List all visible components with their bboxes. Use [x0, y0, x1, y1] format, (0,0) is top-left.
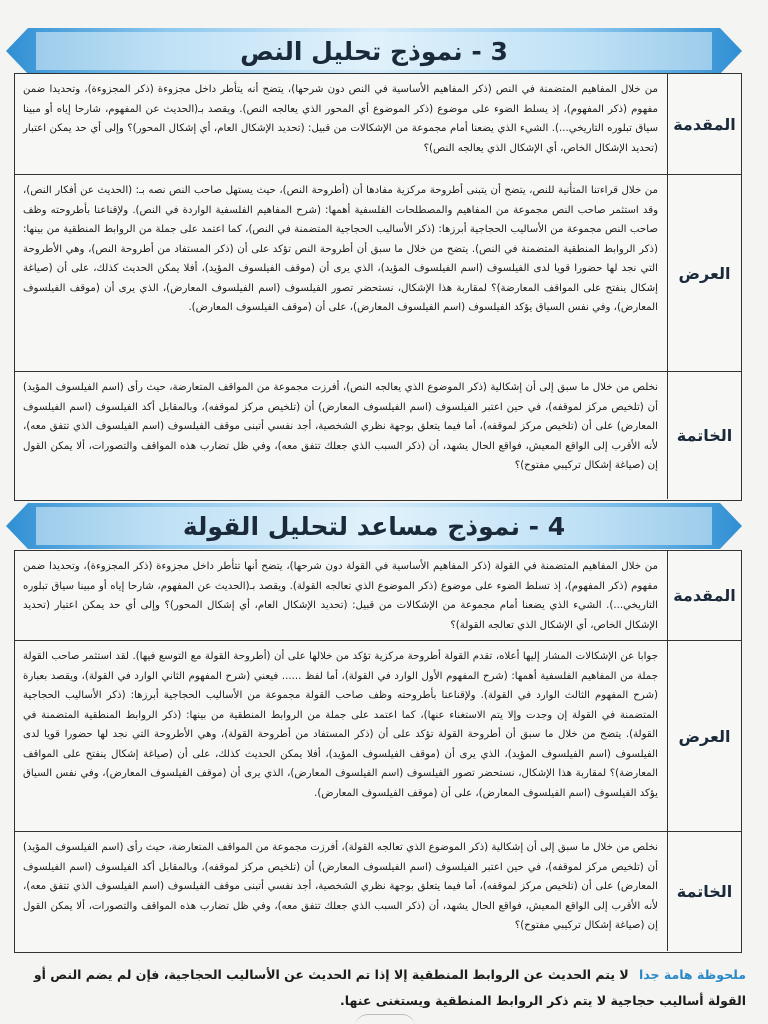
table-row-conclusion — [15, 832, 741, 951]
quote-analysis-table — [14, 550, 742, 953]
row-label: الخاتمة — [667, 832, 741, 951]
text-analysis-table — [14, 73, 742, 501]
section-title: 4 - نموذج مساعد لتحليل القولة — [182, 511, 566, 541]
page-number-arc — [355, 1014, 415, 1024]
row-content: من خلال قراءتنا المتأنية للنص، يتضح أن يتبنى أطروحة مركزية مفادها أن (أطروحة النص)، حيث يستهل صاحب النص نصه بـ: (الحديث عن أفكار النص)، وقد استثمر صاحب النص مجموعة من المفاهيم والمصطلحات الفلسفية أهمها: (شرح المفاهيم الفلسفية الواردة في النص). ولإقناعنا بأطروحته وظف صاحب النص مجموعة من الأساليب الحجاجية أبرزها: (ذكر الأساليب الحجاجية المتضمنة في النص)، كما اعتمد على جملة من الروابط المنطقية من بينها: (ذكر الروابط المنطقية المتضمنة في النص). يتضح من خلال ما سبق أن أطروحة النص تؤكد على أن (ذكر المستفاد من أطروحة النص)، وهي الأطروحة التي نجد لها حضورا قويا لدى الفيلسوف (اسم الفيلسوف المؤيد)، الذي يرى أن (موقف الفيلسوف المؤيد)، أفلا يمكن الحديث كذلك، على أن (صياغة إشكال ينفتح على المواقف المعارضة)؟ لمقاربة هذا الإشكال، نستحضر تصور الفيلسوف (اسم الفيلسوف المعارض)، الذي يرى أن (موقف الفيلسوف المعارض)، وفي نفس السياق يؤكد الفيلسوف (اسم الفيلسوف المعارض)، على أن (موقف الفيلسوف المعارض). — [23, 185, 658, 313]
row-content: نخلص من خلال ما سبق إلى أن إشكالية (ذكر الموضوع الذي تعالجه القولة)، أفرزت مجموعة من المواقف المتعارضة، حيث رأى (اسم الفيلسوف المؤيد) أن (تلخيص مركز لموقفه)، في حين اعتبر الفيلسوف (اسم الفيلسوف المعارض) أن (تلخيص مركز لموقفه)، وبالمقابل أكد الفيلسوف (اسم الفيلسوف المعارض) على أن (تلخيص مركز لموقفه)، أما فيما يتعلق بوجهة نظري الشخصية، أجد نفسي أتبنى موقف الفيلسوف (اسم الفيلسوف الذي تتفق معه)، لأنه الأقرب إلى الواقع المعيش، فواقع الحال يشهد، أن (ذكر السبب الذي جعلك تتفق معه)، وفي ظل تضارب هذه المواقف والتصورات، ألا يمكن القول إن (صياغة إشكال تركيبي مفتوح)؟ — [23, 842, 658, 931]
table-row-conclusion — [15, 372, 741, 499]
row-content: من خلال المفاهيم المتضمنة في القولة (ذكر المفاهيم الأساسية في القولة دون شرحها)، يتضح أنها تتأطر داخل مجزوءة (ذكر المجزوءة)، وتحديدا ضمن مفهوم (ذكر المفهوم)، إذ تسلط الضوء على موضوع (ذكر الموضوع الذي تعالجه القولة). ويقصد بـ(الحديث عن المفهوم، شارحا إياه أو مبينا سياق تبلوره التاريخي...). الشيء الذي يضعنا أمام مجموعة من الإشكالات من قبيل: (تحديد الإشكال العام، أي إشكال المحور)؟ وإلى أي حد يمكن اعتبار (تحديد الإشكال الخاص، أي الإشكال الذي تعالجه القولة)؟ — [23, 561, 658, 631]
row-label: المقدمة — [667, 551, 741, 640]
table-row-introduction — [15, 551, 741, 641]
section-banner-text-analysis — [6, 26, 742, 76]
table-row-body — [15, 175, 741, 372]
row-content: جوابا عن الإشكالات المشار إليها أعلاه، تقدم القولة أطروحة مركزية تؤكد من خلالها على أن (أطروحة القولة مع التوسع فيها). لقد استثمر صاحب القولة جملة من المفاهيم الفلسفية أهمها: (شرح المفهوم الأول الوارد في القولة)، أما لفظ ...... فيعني (شرح المفهوم الثاني الوارد في القولة)، ويقصد بعبارة (شرح المفهوم الثالث الوارد في القولة). ولإقناعنا بأطروحته وظف صاحب القولة مجموعة من الأساليب الحجاجية أبرزها: (ذكر الأساليب الحجاجية المتضمنة في القولة إن وجدت وإلا يتم الاستغناء عنها)، كما اعتمد على جملة من الروابط المنطقية من بينها: (ذكر الروابط المنطقية المتضمنة في القولة). يتضح من خلال ما سبق أن أطروحة القولة تؤكد على أن (ذكر المستفاد من أطروحة القولة)، وهي الأطروحة التي نجد لها حضورا قويا لدى الفيلسوف (اسم الفيلسوف المؤيد)، الذي يرى أن (موقف الفيلسوف المؤيد)، أفلا يمكن الحديث كذلك، على أن (صياغة إشكال ينفتح على المواقف المعارضة)؟ لمقاربة هذا الإشكال، نستحضر تصور الفيلسوف (اسم الفيلسوف المعارض)، الذي يرى أن (موقف الفيلسوف المعارض)، وفي نفس السياق يؤكد الفيلسوف (اسم الفيلسوف المعارض)، على أن (موقف الفيلسوف المعارض). — [23, 651, 658, 799]
row-label: العرض — [667, 175, 741, 371]
section-title: 3 - نموذج تحليل النص — [240, 36, 508, 66]
important-note — [16, 962, 746, 1014]
row-label: العرض — [667, 641, 741, 831]
row-label: الخاتمة — [667, 372, 741, 499]
table-row-introduction — [15, 74, 741, 175]
table-row-body — [15, 641, 741, 832]
note-text: لا يتم الحديث عن الروابط المنطقية إلا إذا تم الحديث عن الأساليب الحجاجية، فإن لم يضم النص أو القولة أساليب حجاجية لا يتم ذكر الروابط المنطقية ويستغنى عنها. — [33, 967, 746, 1008]
row-content: من خلال المفاهيم المتضمنة في النص (ذكر المفاهيم الأساسية في النص دون شرحها)، يتضح أنه يتأطر داخل مجزوءة (ذكر المجزوءة)، وتحديدا ضمن مفهوم (ذكر المفهوم)، إذ يسلط الضوء على موضوع (ذكر الموضوع أي المحور الذي يعالجه النص). ويقصد بـ(الحديث عن المفهوم، شارحا إياه أو مبينا سياق تبلوره التاريخي...). الشيء الذي يضعنا أمام مجموعة من الإشكالات من قبيل: (تحديد الإشكال العام، أي إشكال المحور)؟ وإلى أي حد يمكن اعتبار (تحديد الإشكال الخاص، أي الإشكال الذي يعالجه النص)؟ — [23, 84, 658, 154]
section-banner-quote-analysis — [6, 501, 742, 551]
row-label: المقدمة — [667, 74, 741, 174]
row-content: نخلص من خلال ما سبق إلى أن إشكالية (ذكر الموضوع الذي يعالجه النص)، أفرزت مجموعة من المواقف المتعارضة، حيث رأى (اسم الفيلسوف المؤيد) أن (تلخيص مركز لموقفه)، في حين اعتبر الفيلسوف (اسم الفيلسوف المعارض) أن (تلخيص مركز لموقفه)، وبالمقابل أكد الفيلسوف (اسم الفيلسوف المعارض) على أن (تلخيص مركز لموقفه)، أما فيما يتعلق بوجهة نظري الشخصية، أجد نفسي أتبنى موقف الفيلسوف (اسم الفيلسوف الذي تتفق معه)، لأنه الأقرب إلى الواقع المعيش، فواقع الحال يشهد، أن (ذكر السبب الذي جعلك تتفق معه)، وفي ظل تضارب هذه المواقف والتصورات، ألا يمكن القول إن (صياغة إشكال تركيبي مفتوح)؟ — [23, 382, 658, 471]
note-label: ملحوظة هامة جدا — [639, 967, 746, 982]
